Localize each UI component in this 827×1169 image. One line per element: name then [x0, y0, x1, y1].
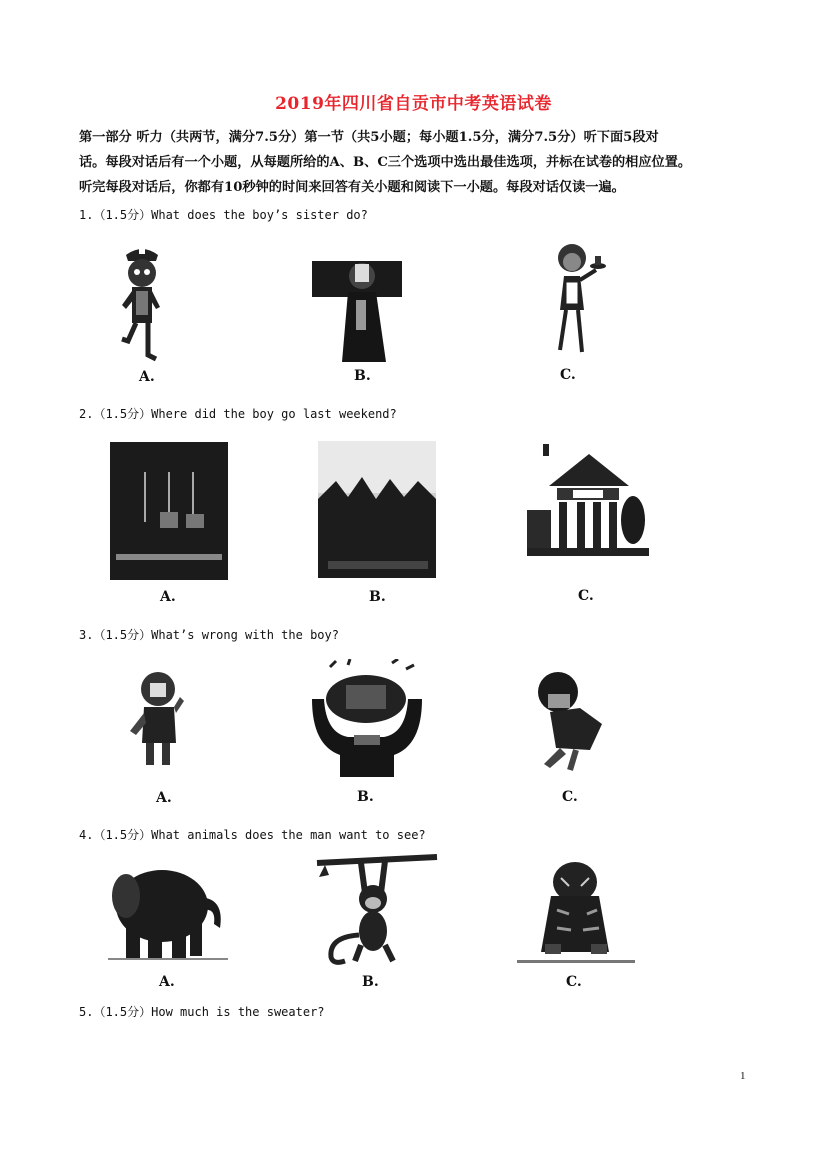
monkey-image	[315, 853, 439, 967]
option-a-label: A.	[139, 369, 155, 385]
option-c-label: C.	[560, 367, 576, 383]
nurse-image	[112, 243, 172, 365]
page-number: 1	[740, 1070, 746, 1082]
option-a-label: A.	[160, 589, 176, 605]
gym-image	[110, 442, 228, 580]
option-c-label: C.	[578, 588, 594, 604]
waitress-image	[550, 240, 610, 358]
headache-image	[308, 659, 426, 777]
section-instructions	[79, 125, 751, 200]
option-b-label: B.	[357, 789, 374, 805]
question-3-text: 3.（1.5分）What’s wrong with the boy?	[79, 628, 339, 642]
instruction-line: 听完每段对话后，你都有10秒钟的时间来回答有关小题和阅读下一小题。每段对话仅读一遍。	[79, 180, 625, 195]
option-b-label: B.	[369, 589, 386, 605]
question-2-text: 2.（1.5分）Where did the boy go last weekend?	[79, 407, 397, 421]
option-c-label: C.	[562, 789, 578, 805]
option-a-label: A.	[156, 790, 172, 806]
question-1-text: 1.（1.5分）What does the boy’s sister do?	[79, 208, 368, 222]
museum-image	[527, 440, 649, 580]
option-b-label: B.	[362, 974, 379, 990]
judge-image	[312, 258, 402, 366]
question-5-text: 5.（1.5分）How much is the sweater?	[79, 1005, 325, 1019]
question-4-text: 4.（1.5分）What animals does the man want to see?	[79, 828, 426, 842]
page-title: 2019年四川省自贡市中考英语试卷	[275, 94, 552, 114]
cough-boy-image	[126, 667, 194, 771]
instruction-line: 话。每段对话后有一个小题，从每题所给的A、B、C三个选项中选出最佳选项，并标在试卷的相应位置。	[79, 155, 692, 170]
instruction-line: 第一部分 听力（共两节，满分7.5分）第一节（共5小题；每小题1.5分，满分7.5分）听下面5段对	[79, 130, 659, 145]
elephant-image	[108, 858, 228, 966]
option-b-label: B.	[354, 368, 371, 384]
tiger-image	[517, 856, 635, 968]
option-c-label: C.	[566, 974, 582, 990]
option-a-label: A.	[159, 974, 175, 990]
stomachache-image	[530, 668, 610, 772]
mountain-image	[318, 441, 436, 578]
